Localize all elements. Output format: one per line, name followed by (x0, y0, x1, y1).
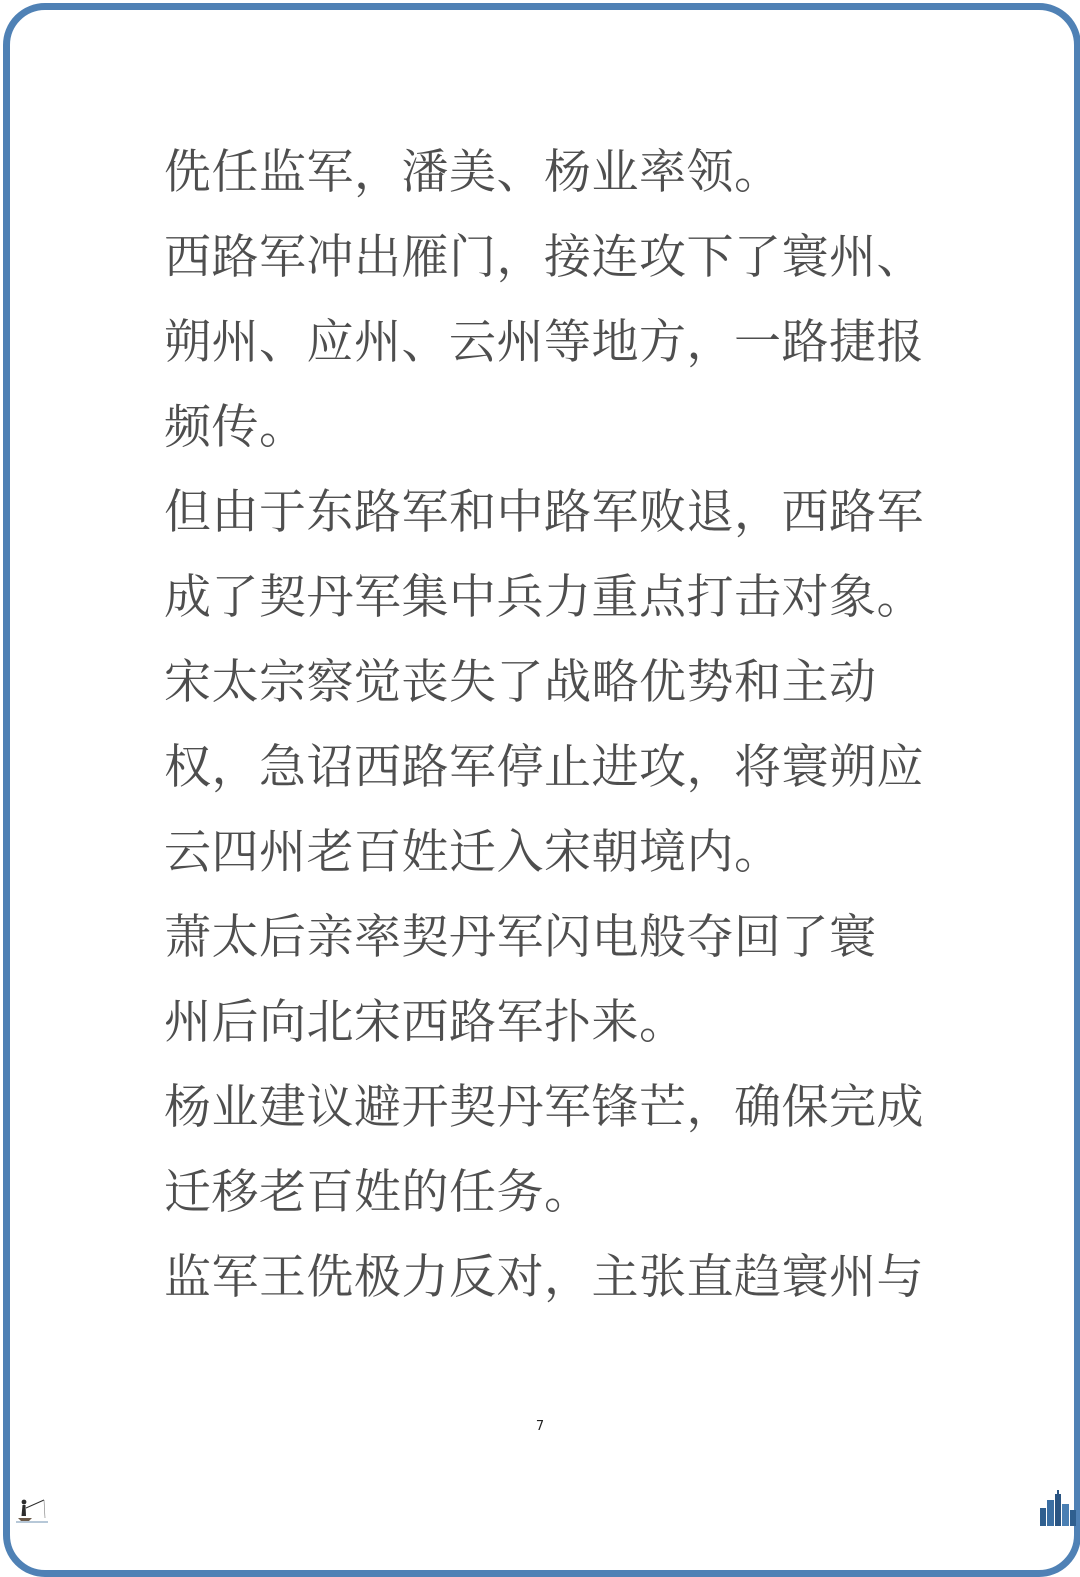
text-line: 迁移老百姓的任务。 (164, 1165, 592, 1220)
text-line: 杨业建议避开契丹军锋芒，确保完成 (164, 1080, 924, 1135)
text-line: 宋太宗察觉丧失了战略优势和主动 (164, 655, 877, 710)
text-line: 萧太后亲率契丹军闪电般夺回了寰 (164, 910, 877, 965)
text-line: 权，急诏西路军停止进攻，将寰朔应 (164, 740, 924, 795)
text-line: 云四州老百姓迁入宋朝境内。 (164, 825, 782, 880)
text-line: 成了契丹军集中兵力重点打击对象。 (164, 570, 924, 625)
text-line: 州后向北宋西路军扑来。 (164, 995, 687, 1050)
text-line: 频传。 (164, 400, 307, 455)
text-line: 朔州、应州、云州等地方，一路捷报 (164, 315, 924, 370)
text-line: 侁任监军，潘美、杨业率领。 (164, 145, 782, 200)
text-line: 但由于东路军和中路军败退，西路军 (164, 485, 924, 540)
body-text (164, 130, 924, 1320)
page-number: 7 (535, 1419, 545, 1434)
fisherman-icon (12, 1494, 52, 1524)
city-skyline-icon (1038, 1490, 1078, 1526)
text-line: 监军王侁极力反对，主张直趋寰州与 (164, 1250, 924, 1305)
text-line: 西路军冲出雁门，接连攻下了寰州、 (164, 230, 924, 285)
